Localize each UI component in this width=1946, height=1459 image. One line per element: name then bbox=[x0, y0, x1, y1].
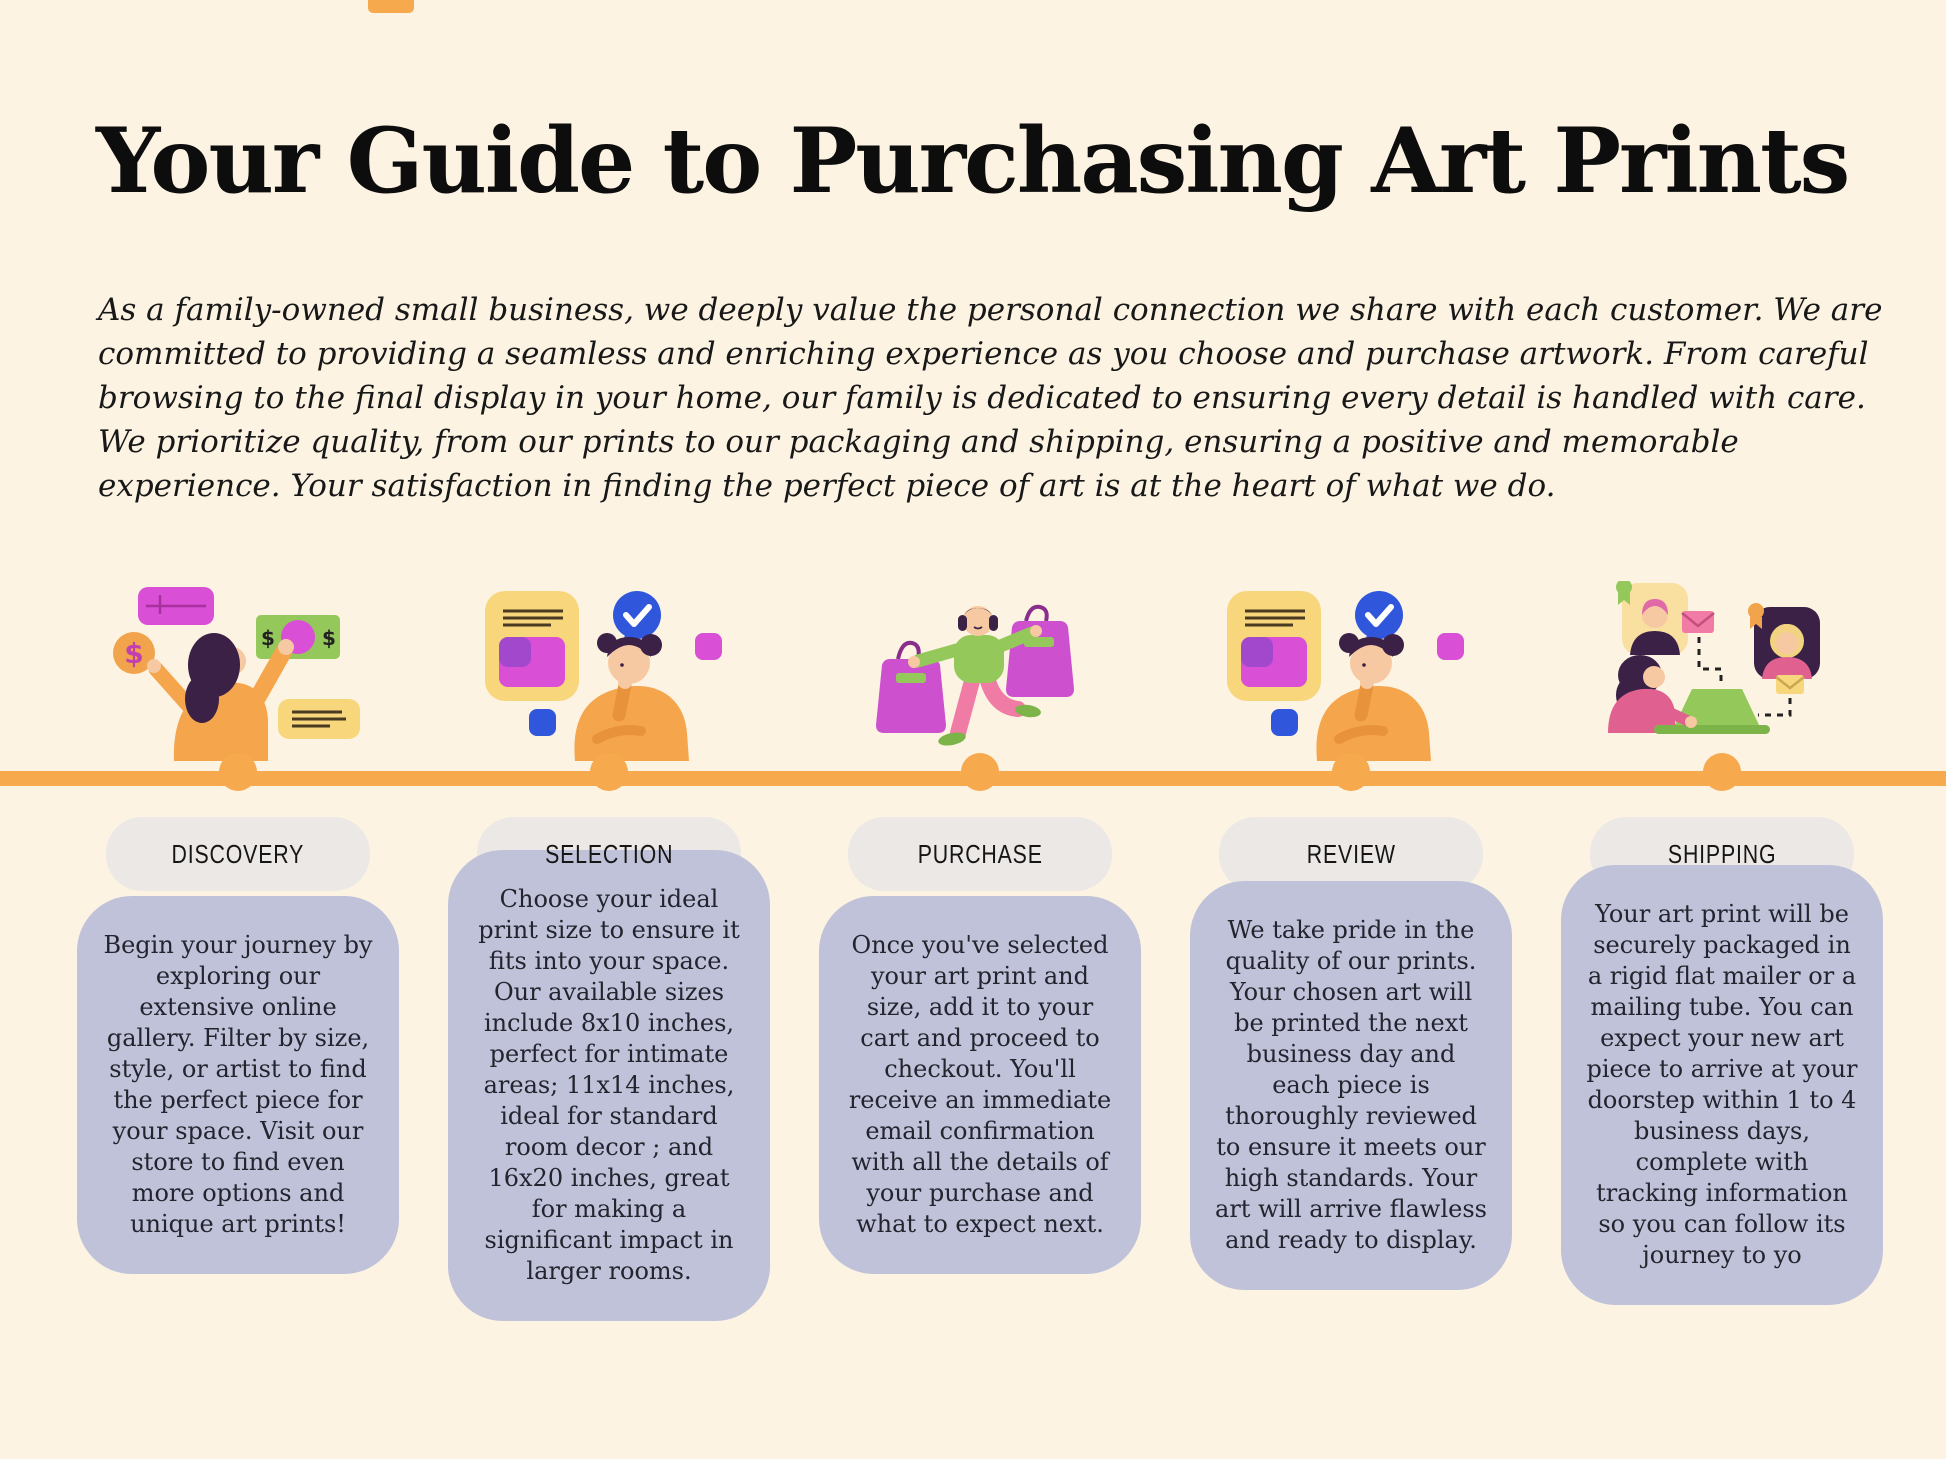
stage-description-card: Your art print will be securely packaged in a rigid flat mailer or a mailing tube. You can expect your new art piece to arrive at your doorstep within 1 to 4 business days, complete with tracking information so you can follow its journey to yo bbox=[1561, 865, 1883, 1305]
shopping-bag-icon bbox=[1006, 607, 1074, 697]
timeline-dot bbox=[1332, 753, 1370, 791]
stage-column-selection bbox=[448, 565, 770, 1285]
timeline-dot bbox=[961, 753, 999, 791]
credit-card-icon bbox=[138, 587, 214, 625]
stage-label-pill-review bbox=[1219, 817, 1483, 891]
stage-description-card: We take pride in the quality of our prints. Your chosen art will be printed the next business day and each piece is thoroughly reviewed to ensure it meets our high standards. Your art will arrive flawless and ready to display. bbox=[1190, 881, 1512, 1290]
video-call-tracking-illustration bbox=[1592, 581, 1852, 761]
art-print-card-icon bbox=[1227, 591, 1321, 701]
blue-square-icon bbox=[529, 709, 556, 736]
stage-label: PURCHASE bbox=[917, 838, 1043, 869]
dashed-connector bbox=[1758, 698, 1790, 715]
stage-description-card: Choose your ideal print size to ensure it fits into your space. Our available sizes include 8x10 inches, perfect for intimate areas; 11x14 inches, ideal for standard room decor ; and 16x20 inches, great for making a significant impact in larger rooms. bbox=[448, 850, 770, 1321]
thinking-person-figure bbox=[1316, 633, 1431, 761]
stage-label-pill-discovery bbox=[106, 817, 370, 891]
svg-text:$: $ bbox=[261, 626, 275, 650]
shopper-with-bags-illustration bbox=[860, 581, 1100, 761]
thinking-person-reviewing-print-illustration bbox=[1221, 581, 1481, 761]
avatar-card-icon bbox=[1616, 581, 1688, 655]
art-print-card-icon bbox=[485, 591, 579, 701]
stage-description-card: Begin your journey by exploring our extensive online gallery. Filter by size, style, or artist to find the perfect piece for your space. Visit our store to find even more options and unique art prints! bbox=[77, 896, 399, 1274]
page-title: Your Guide to Purchasing Art Prints bbox=[96, 108, 1849, 214]
top-accent-mark bbox=[368, 0, 414, 13]
stage-description-card: Once you've selected your art print and size, add it to your cart and proceed to checkout. You'll receive an immediate email confirmation with all the details of your purchase and what to expect next. bbox=[819, 896, 1141, 1274]
svg-text:$: $ bbox=[124, 637, 144, 670]
thinking-person-figure bbox=[574, 633, 689, 761]
timeline-dot bbox=[1703, 753, 1741, 791]
banknote-icon bbox=[256, 615, 340, 659]
stage-label: REVIEW bbox=[1306, 838, 1396, 869]
svg-text:$: $ bbox=[322, 626, 336, 650]
woman-at-laptop-figure bbox=[1608, 655, 1770, 734]
stage-label: SELECTION bbox=[544, 838, 674, 869]
stage-column-discovery bbox=[77, 565, 399, 1279]
thinking-person-choosing-print-illustration bbox=[479, 581, 739, 761]
timeline-stages bbox=[77, 565, 1883, 1285]
stage-label: DISCOVERY bbox=[171, 838, 305, 869]
stage-column-shipping bbox=[1561, 565, 1883, 1279]
intro-paragraph: As a family-owned small business, we deeply value the personal connection we share with each customer. We are committed to providing a seamless and enriching experience as you choose and purchase artwork. From careful browsing to the final display in your home, our family is dedicated to ensuring every detail is handled with care. We prioritize quality, from our prints to our packaging and shipping, ensuring a positive and memorable experience. Your satisfaction in finding the perfect piece of art is at the heart of what we do. bbox=[98, 292, 1883, 504]
avatar-card-icon bbox=[1748, 603, 1820, 679]
timeline-dot bbox=[219, 753, 257, 791]
stage-label: SHIPPING bbox=[1667, 838, 1777, 869]
woman-browsing-prices-illustration bbox=[108, 581, 368, 761]
timeline-dot bbox=[590, 753, 628, 791]
envelope-icon bbox=[1682, 611, 1714, 633]
blue-square-icon bbox=[1271, 709, 1298, 736]
stage-label-pill-purchase bbox=[848, 817, 1112, 891]
dashed-connector bbox=[1699, 637, 1721, 687]
magenta-square-icon bbox=[1437, 633, 1464, 660]
envelope-icon bbox=[1776, 675, 1804, 694]
note-icon bbox=[278, 699, 360, 739]
magenta-square-icon bbox=[695, 633, 722, 660]
stage-column-purchase bbox=[819, 565, 1141, 1279]
stage-column-review bbox=[1190, 565, 1512, 1279]
